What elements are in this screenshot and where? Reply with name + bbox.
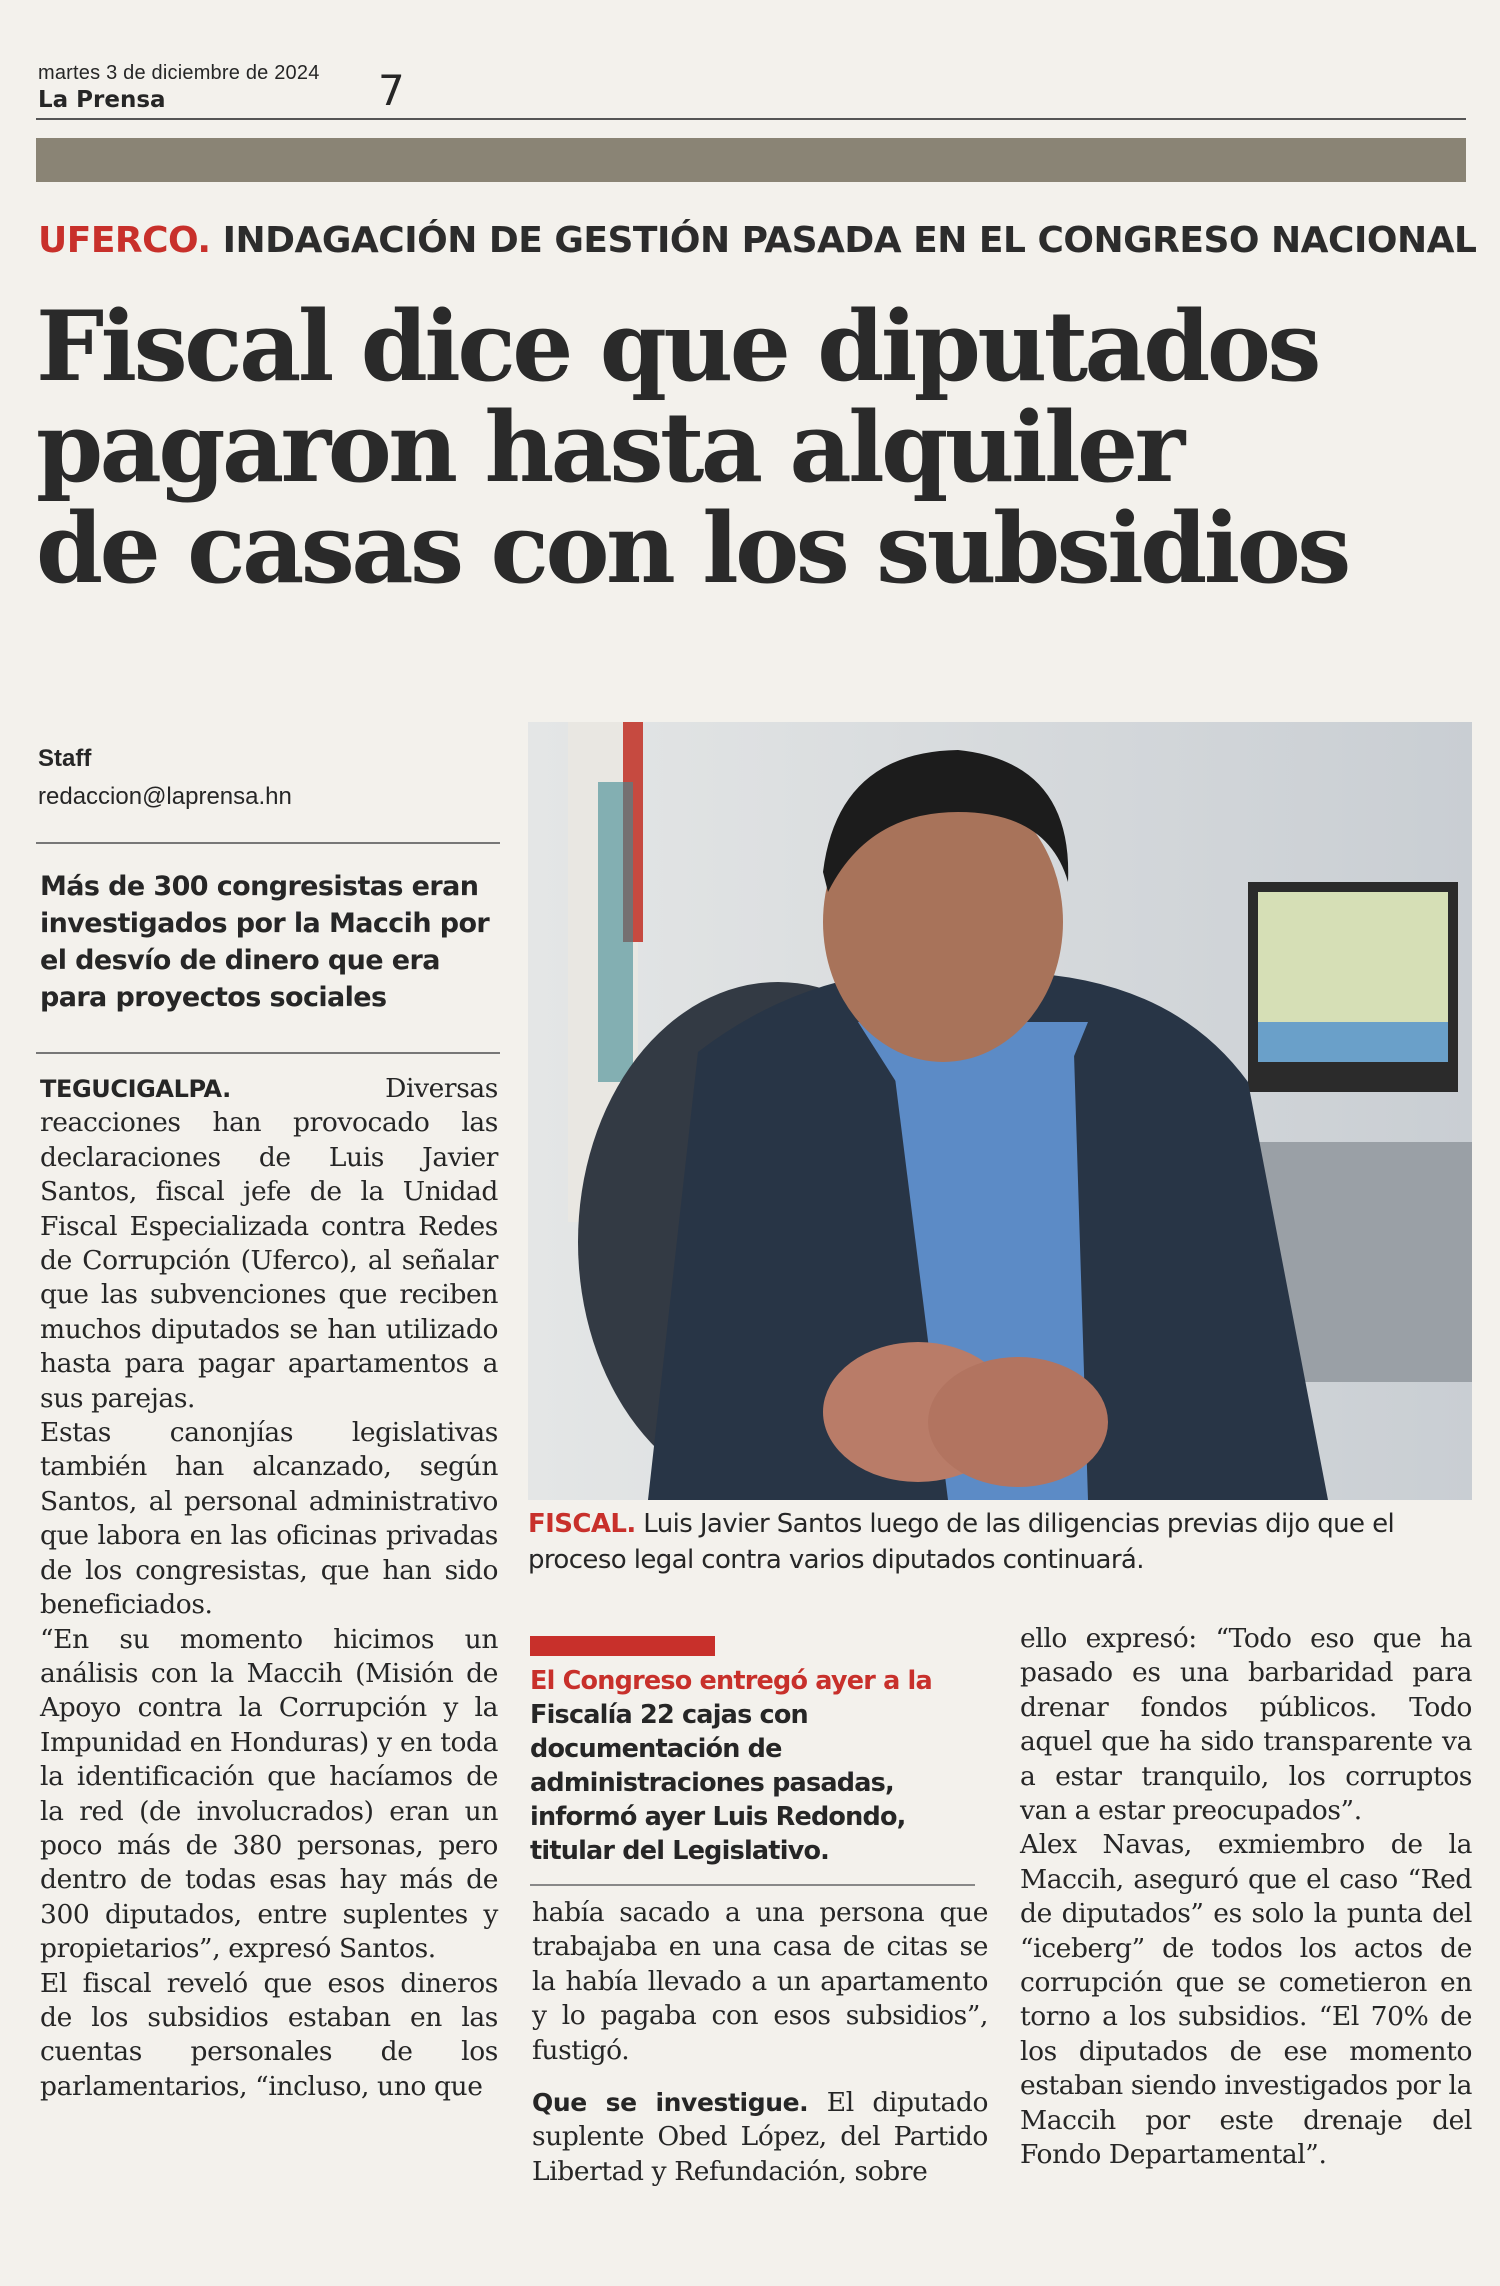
- paragraph: Alex Navas, exmiembro de la Maccih, aseguró que el caso “Red de diputados” es solo la punta del “iceberg” de todos los actos de corrupción que se cometieron en torno a los subsidios. “El 70% de los diputados de ese momento estaban siendo investigados por la Maccih por este drenaje del Fondo Departamental”.: [1020, 1829, 1472, 2171]
- article-column-2: [532, 1896, 988, 2189]
- highlight-text: Fiscalía 22 cajas con documentación de administraciones pasadas, informó ayer Luis Redondo, titular del Legislativo.: [530, 1700, 906, 1866]
- kicker: [38, 220, 1476, 261]
- byline-author: Staff: [38, 745, 92, 772]
- paragraph: Que se investigue. El diputado suplente Obed López, del Partido Libertad y Refundación, sobre: [532, 2087, 988, 2187]
- article-column-1: [40, 1072, 498, 2104]
- kicker-text: INDAGACIÓN DE GESTIÓN PASADA EN EL CONGRESO NACIONAL: [222, 220, 1477, 261]
- article-column-3: [1020, 1622, 1472, 2173]
- header-rule: [36, 118, 1466, 120]
- divider: [36, 1052, 500, 1054]
- summary: Más de 300 congresistas eran investigados por la Maccih por el desvío de dinero que era para proyectos sociales: [40, 871, 490, 1013]
- paragraph: Estas canonjías legislativas también han alcanzado, según Santos, al personal administrativo que labora en las oficinas privadas de los congresistas, que han sido beneficiados.: [40, 1417, 498, 1621]
- headline-line: Fiscal dice que diputados: [36, 290, 1318, 403]
- paragraph: “En su momento hicimos un análisis con la Maccih (Misión de Apoyo contra la Corrupción y la Impunidad en Honduras) y en toda la identificación que hacíamos de la red (de involucrados) eran un poco más de 380 personas, pero dentro de todas esas hay más de 300 diputados, entre suplentes y propietarios”, expresó Santos.: [40, 1623, 498, 1965]
- section-bar: [36, 138, 1466, 182]
- newspaper-name: La Prensa: [38, 87, 166, 113]
- byline-email: redaccion@laprensa.hn: [38, 783, 292, 810]
- caption-text: Luis Javier Santos luego de las diligencias previas dijo que el proceso legal contra varios diputados continuará.: [528, 1509, 1395, 1575]
- page-number: 7: [378, 66, 405, 115]
- subheading: Que se investigue.: [532, 2088, 809, 2118]
- divider: [36, 842, 500, 844]
- highlight-box: [530, 1664, 975, 1868]
- headline: [36, 290, 1476, 605]
- photo-caption: [528, 1506, 1472, 1578]
- divider: [530, 1884, 975, 1886]
- highlight-red-text: El Congreso entregó ayer a la: [530, 1666, 932, 1696]
- kicker-tag: UFERCO.: [38, 220, 211, 261]
- paragraph: TEGUCIGALPA. Diversas reacciones han provocado las declaraciones de Luis Javier Santos, fiscal jefe de la Unidad Fiscal Especializada contra Redes de Corrupción (Uferco), al señalar que las subvenciones que reciben muchos diputados se han utilizado hasta para pagar apartamentos a sus parejas.: [40, 1073, 498, 1414]
- paragraph: ello expresó: “Todo eso que ha pasado es una barbaridad para drenar fondos públicos. Todo aquel que ha sido transparente va a estar tranquilo, los corruptos van a estar preocupados”.: [1020, 1623, 1472, 1827]
- dateline: TEGUCIGALPA.: [40, 1075, 231, 1103]
- masthead: [38, 62, 320, 113]
- highlight-marker: [530, 1636, 715, 1656]
- man-in-suit-icon: [528, 722, 1472, 1500]
- issue-date: martes 3 de diciembre de 2024: [38, 62, 320, 84]
- headline-line: de casas con los subsidios: [36, 492, 1348, 605]
- byline: [38, 740, 292, 816]
- caption-tag: FISCAL.: [528, 1509, 636, 1539]
- paragraph: había sacado a una persona que trabajaba en una casa de citas se la había llevado a un apartamento y lo pagaba con esos subsidios”, fustigó.: [532, 1897, 988, 2066]
- headline-line: pagaron hasta alquiler: [36, 391, 1182, 504]
- paragraph: El fiscal reveló que esos dineros de los subsidios estaban en las cuentas personales de los parlamentarios, “incluso, uno que: [40, 1967, 498, 2102]
- article-photo: [528, 722, 1472, 1500]
